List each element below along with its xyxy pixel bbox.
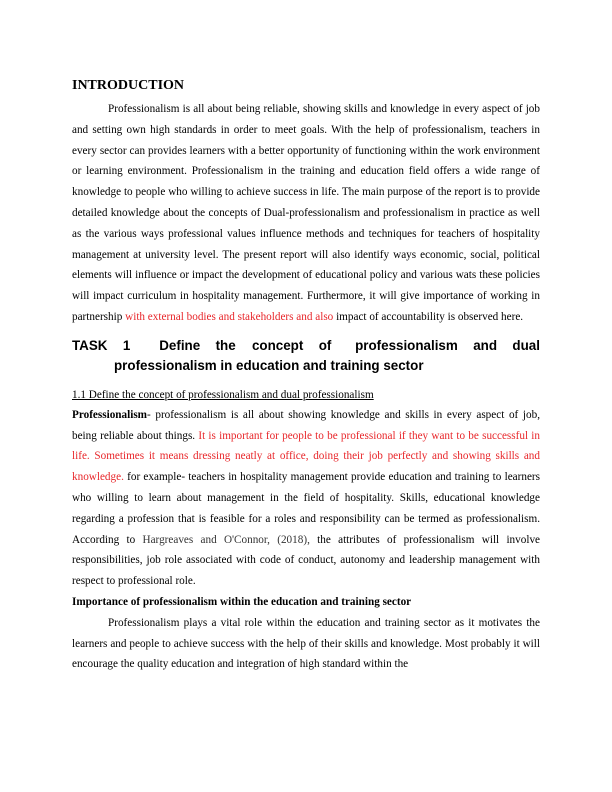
task1-heading-line2: professionalism in education and training sector — [114, 357, 424, 373]
importance-paragraph: Professionalism plays a vital role within the education and training sector as it motivates the learners and people to achieve success with the help of their skills and knowledge. Most probably it will encourage the quality education and integration of high standard within the — [72, 616, 540, 671]
professionalism-term: Professionalism — [72, 408, 147, 421]
citation: Hargreaves and O'Connor, (2018), — [142, 533, 310, 546]
introduction-heading: INTRODUCTION — [72, 78, 185, 93]
document-page — [72, 76, 540, 675]
introduction-paragraph — [72, 99, 540, 328]
section-1-1-subheading: 1.1 Define the concept of professionalism and dual professionalism — [72, 388, 374, 401]
importance-heading: Importance of professionalism within the education and training sector — [72, 595, 412, 608]
task1-heading — [72, 336, 540, 376]
intro-text-highlight: with external bodies and stakeholders and also — [125, 310, 334, 323]
professionalism-paragraph: Professionalism- professionalism is all about showing knowledge and skills in every aspect of job, being reliable about things. It is important for people to be professional if they want to be successful in life. Sometimes it means dressing neatly at office, doing their job perfectly and showing skills and knowledge. for example- teachers in hospitality management provide education and training to learners who willing to learn about management in the field of hospitality. Skills, educational knowledge regarding a profession that is feasible for a roles and responsibility can be termed as professionalism. According to Hargreaves and O'Connor, (2018), the attributes of professionalism will involve responsibilities, job role associated with code of conduct, autonomy and leadership management with respect to professional role. — [72, 408, 541, 588]
intro-text-b: impact of accountability is observed here. — [333, 310, 524, 323]
professionalism-highlight: It is important for people to be professional if they want to be successful in life. Sometimes it means dressing neatly at office, doing their job perfectly and showing skills and knowledge. — [72, 429, 540, 484]
task1-heading-line1: TASK 1 Define the concept of professionalism and dual — [72, 337, 540, 353]
intro-text-a: Professionalism is all about being reliable, showing skills and knowledge in every aspect of job and setting own high standards in order to meet goals. With the help of professionalism, teachers in every sector can provides learners with a better opportunity of functioning within the work environment or learning environment. Professionalism in the training and education field offers a wide range of knowledge to people who willing to achieve success in life. The main purpose of the report is to provide detailed knowledge about the concepts of Dual-professionalism and professionalism in practice as well as the various ways professional values influence methods and techniques for teachers of hospitality management at university level. The present report will also identify ways economic, social, political elements will influence or impact the development of educational policy and various wats these policies will impact curriculum in hospitality management. Furthermore, it will give importance of working in partnership — [72, 103, 540, 323]
